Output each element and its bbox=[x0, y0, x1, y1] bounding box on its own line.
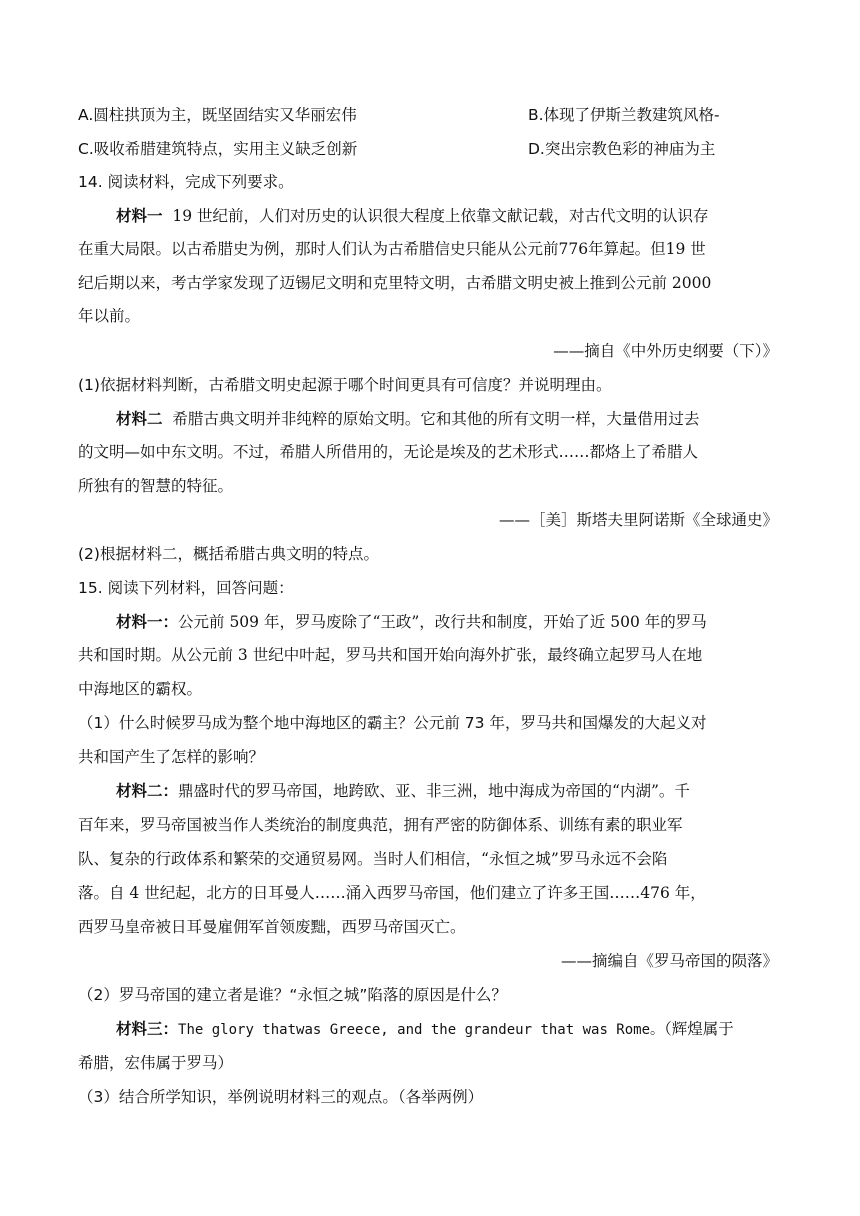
q14-material-2-line-1 bbox=[116, 408, 699, 430]
q15-question-1-line-2: 共和国产生了怎样的影响？ bbox=[78, 748, 265, 766]
q14-material-2-source: ——［美］斯塔夫里阿诺斯《全球通史》 bbox=[498, 511, 778, 529]
q14-question-2: (2)根据材料二，概括希腊古典文明的特点。 bbox=[78, 545, 379, 563]
q14-material-1-line-4: 年以前。 bbox=[78, 307, 141, 325]
q15-material-2-source: ——摘编自《罗马帝国的陨落》 bbox=[560, 952, 778, 970]
q14-material-2-text: 希腊古典文明并非纯粹的原始文明。它和其他的所有文明一样，大量借用过去 bbox=[172, 410, 700, 428]
option-b: B.体现了伊斯兰教建筑风格- bbox=[528, 106, 720, 124]
q15-material-2-line-5: 西罗马皇帝被日耳曼雇佣军首领废黜，西罗马帝国灭亡。 bbox=[78, 918, 466, 936]
q14-material-2-label: 材料二 bbox=[116, 409, 163, 428]
q14-material-1-line-3: 纪后期以来，考古学家发现了迈锡尼文明和克里特文明，古希腊文明史被上推到公元前 2000 bbox=[78, 274, 712, 292]
q15-material-2-label: 材料二： bbox=[116, 781, 179, 800]
q15-material-1-line-2: 共和国时期。从公元前 3 世纪中叶起，罗马共和国开始向海外扩张，最终确立起罗马人在地 bbox=[78, 646, 703, 664]
q14-material-1-text: 19 世纪前，人们对历史的认识很大程度上依靠文献记载，对古代文明的认识存 bbox=[172, 207, 709, 225]
q15-question-3: （3）结合所学知识，举例说明材料三的观点。（各举两例） bbox=[78, 1088, 484, 1106]
q14-question-1: (1)依据材料判断，古希腊文明史起源于哪个时间更具有可信度？并说明理由。 bbox=[78, 376, 612, 394]
q15-material-1-label: 材料一： bbox=[116, 612, 179, 631]
question-15-stem: 15. 阅读下列材料，回答问题： bbox=[78, 579, 294, 597]
q14-material-1-source: ——摘自《中外历史纲要（下）》 bbox=[553, 342, 778, 360]
q15-material-2-line-1 bbox=[116, 780, 690, 802]
q15-material-2-line-4: 落。自 4 世纪起，北方的日耳曼人……涌入西罗马帝国，他们建立了许多王国……476 年， bbox=[78, 884, 706, 902]
option-d: D.突出宗教色彩的神庙为主 bbox=[528, 140, 716, 158]
q15-material-1-line-3: 中海地区的霸权。 bbox=[78, 680, 203, 698]
q15-material-3-line-2: 希腊，宏伟属于罗马） bbox=[78, 1054, 234, 1072]
q15-material-1-line-1 bbox=[116, 611, 707, 633]
q14-material-1-line-2: 在重大局限。以古希腊史为例，那时人们认为古希腊信史只能从公元前776年算起。但19 世 bbox=[78, 240, 706, 258]
q14-material-1-label: 材料一 bbox=[116, 206, 163, 225]
q14-material-2-line-2: 的文明—如中东文明。不过，希腊人所借用的，无论是埃及的艺术形式……都烙上了希腊人 bbox=[78, 443, 699, 461]
q15-material-3-english: The glory thatwas Greece, and the grandeur that was Rome。 bbox=[178, 1022, 665, 1038]
q14-material-2-line-3: 所独有的智慧的特征。 bbox=[78, 477, 234, 495]
q14-material-1-line-1 bbox=[116, 205, 709, 227]
q15-material-2-line-2: 百年来，罗马帝国被当作人类统治的制度典范，拥有严密的防御体系、训练有素的职业军 bbox=[78, 816, 683, 834]
question-14-stem: 14. 阅读材料，完成下列要求。 bbox=[78, 173, 294, 191]
option-c: C.吸收希腊建筑特点，实用主义缺乏创新 bbox=[78, 140, 358, 158]
q15-question-1-line-1: （1）什么时候罗马成为整个地中海地区的霸主？公元前 73 年，罗马共和国爆发的大起义对 bbox=[78, 714, 707, 732]
q15-material-3-label: 材料三： bbox=[116, 1019, 179, 1038]
q15-material-3-line-1 bbox=[116, 1018, 734, 1041]
q15-material-2-line-3: 队、复杂的行政体系和繁荣的交通贸易网。当时人们相信，“永恒之城”罗马永远不会陷 bbox=[78, 850, 668, 868]
q15-material-3-translation-start: （辉煌属于 bbox=[664, 1020, 734, 1038]
q15-material-1-text: 公元前 509 年，罗马废除了“王政”，改行共和制度，开始了近 500 年的罗马 bbox=[178, 613, 707, 631]
q15-question-2: （2）罗马帝国的建立者是谁？“永恒之城”陷落的原因是什么？ bbox=[78, 986, 507, 1004]
q15-material-2-text: 鼎盛时代的罗马帝国，地跨欧、亚、非三洲，地中海成为帝国的“内湖”。千 bbox=[178, 782, 690, 800]
option-a: A.圆柱拱顶为主，既坚固结实又华丽宏伟 bbox=[78, 106, 357, 124]
